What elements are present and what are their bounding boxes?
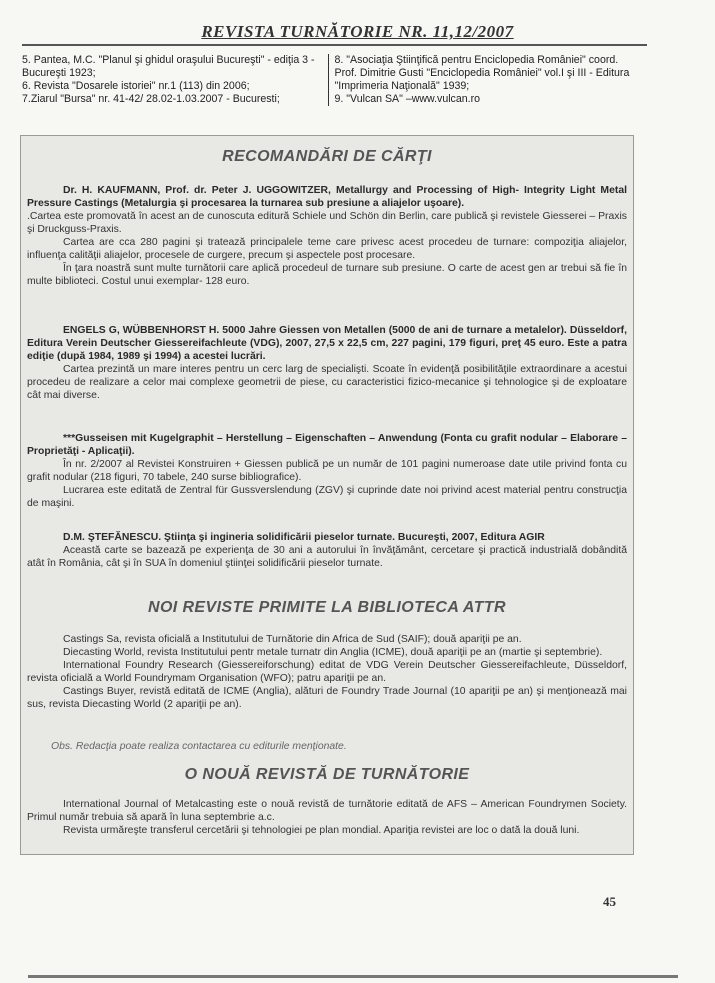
content-box [20,135,634,855]
bottom-rule [28,975,678,978]
book-paragraph: Cartea are cca 280 pagini şi tratează principalele teme care privesc acest procedeu de turnare: compoziţia aliajelor, influenţa calităţii aliajelor, procesele de curgere, precum şi aspectele post procesare. [27,237,627,261]
book-entry-3 [27,432,627,510]
book-paragraph: .Cartea este promovată în acest an de cunoscuta editură Schiele und Schön din Berlin, care publică şi revistele Giesserei – Praxis şi Druckguss-Praxis. [27,211,627,235]
reference-item: 6. Revista "Dosarele istoriei" nr.1 (113) din 2006; [22,80,250,92]
book-entry-1 [27,184,627,288]
header-rule [22,44,647,46]
book-title: D.M. ŞTEFĂNESCU. Ştiinţa şi ingineria solidificării pieselor turnate. Bucureşti, 2007, Editura AGIR [63,532,545,543]
references-left-column [22,54,328,106]
references-block [22,54,640,106]
new-journal-paragraph: International Journal of Metalcasting este o nouă revistă de turnătorie editată de AFS – American Foundrymen Society. Primul număr trebuia să apară în luna septembrie a.c. [27,799,627,823]
reference-item: 9. "Vulcan SA" –www.vulcan.ro [334,93,481,105]
journal-item: Castings Buyer, revistă editată de ICME (Anglia), alături de Foundry Trade Journal (10 apariţii pe an) şi menţionează mai sus, revista Diecasting World (2 apariţii pe an). [27,686,627,710]
references-right-column [328,54,641,106]
book-title: ***Gusseisen mit Kugelgraphit – Herstellung – Eigenschaften – Anwendung (Fonta cu grafit nodular – Elaborare – Proprietăţi - Aplicaţii). [27,433,627,457]
books-heading: RECOMANDĂRI DE CĂRŢI [222,148,432,165]
book-entry-4 [27,531,627,570]
book-entry-2 [27,324,627,402]
journal-item: Diecasting World, revista Institutului pentr metale turnatr din Anglia (ICME), două apariţii pe an (martie şi septembrie). [63,647,603,658]
book-title: ENGELS G, WÜBBENHORST H. 5000 Jahre Giessen von Metallen (5000 de ani de turnare a metalelor). Düsseldorf, Editura Verein Deutscher Giessereifachleute (VDG), 2007, 27,5 x 22,5 cm, 227 pagini, 179 figuri, preţ 45 euro. Este a patra ediţie (după 1984, 1989 şi 1994) a acestei lucrări. [27,325,627,362]
new-journal-heading: O NOUĂ REVISTĂ DE TURNĂTORIE [184,766,470,783]
book-paragraph: Cartea prezintă un mare interes pentru un cerc larg de specialişti. Scoate în evidenţă posibilităţile extraordinare a acestui procedeu de realizare a celor mai complexe geometrii de piese, cu caracteristici fizico-mecanice şi tehnologice şi de exploatare cât mai diverse. [27,364,627,401]
editorial-note: Obs. Redacţia poate realiza contactarea cu editurile menţionate. [51,741,347,752]
book-paragraph: În ţara noastră sunt multe turnătorii care aplică procedeul de turnare sub presiune. O carte de acest gen ar trebui să fie în multe biblioteci. Costul unui exemplar- 128 euro. [27,263,627,287]
page-number: 45 [603,894,616,909]
journal-item: Castings Sa, revista oficială a Institutului de Turnătorie din Africa de Sud (SAIF); două apariţii pe an. [63,634,522,645]
reference-item: 7.Ziarul "Bursa" nr. 41-42/ 28.02-1.03.2007 - Bucuresti; [22,93,280,105]
journals-list [27,633,627,711]
book-paragraph: În nr. 2/2007 al Revistei Konstruiren + Giessen publică pe un număr de 101 pagini numeroase date utile privind fonta cu grafit nodular (218 figuri, 70 tabele, 240 surse bibliografice). [27,459,627,483]
journal-item: International Foundry Research (Giessereiforschung) editat de VDG Verein Deutscher Giessereifachleute, Düsseldorf, revista oficială a World Foundrymam Organisation (WFO); patru apariţii pe an. [27,660,627,684]
book-title: Dr. H. KAUFMANN, Prof. dr. Peter J. UGGOWITZER, Metallurgy and Processing of High- Integrity Light Metal Pressure Castings (Metalurgia şi procesarea la turnarea sub presiune a aliajelor uşoare). [27,185,627,209]
reference-item: 8. "Asociaţia Ştiinţifică pentru Enciclopedia României" coord. Prof. Dimitrie Gusti "Enciclopedia României" vol.I şi III - Editura "Imprimeria Naţională" 1939; [334,54,630,92]
new-journal-paragraph: Revista urmăreşte transferul cercetării şi tehnologiei pe plan mondial. Apariţia revistei are loc o dată la două luni. [63,825,580,836]
reference-item: 5. Pantea, M.C. "Planul şi ghidul oraşului Bucureşti" - ediţia 3 - Bucureşti 1923; [22,54,315,79]
book-paragraph: Această carte se bazează pe experienţa de 30 ani a autorului în învăţământ, cercetare şi practică industrială dobândită atât în România, cât şi în SUA în domeniul ştiinţei solidificării pieselor turnate. [27,545,627,569]
page-header-title: REVISTA TURNĂTORIE NR. 11,12/2007 [201,22,514,41]
book-paragraph: Lucrarea este editată de Zentral für Gussverslendung (ZGV) şi cuprinde date noi privind acest material pentru construcţia de maşini. [27,485,627,509]
journals-heading: NOI REVISTE PRIMITE LA BIBLIOTECA ATTR [147,599,506,616]
new-journal-entry [27,798,627,837]
